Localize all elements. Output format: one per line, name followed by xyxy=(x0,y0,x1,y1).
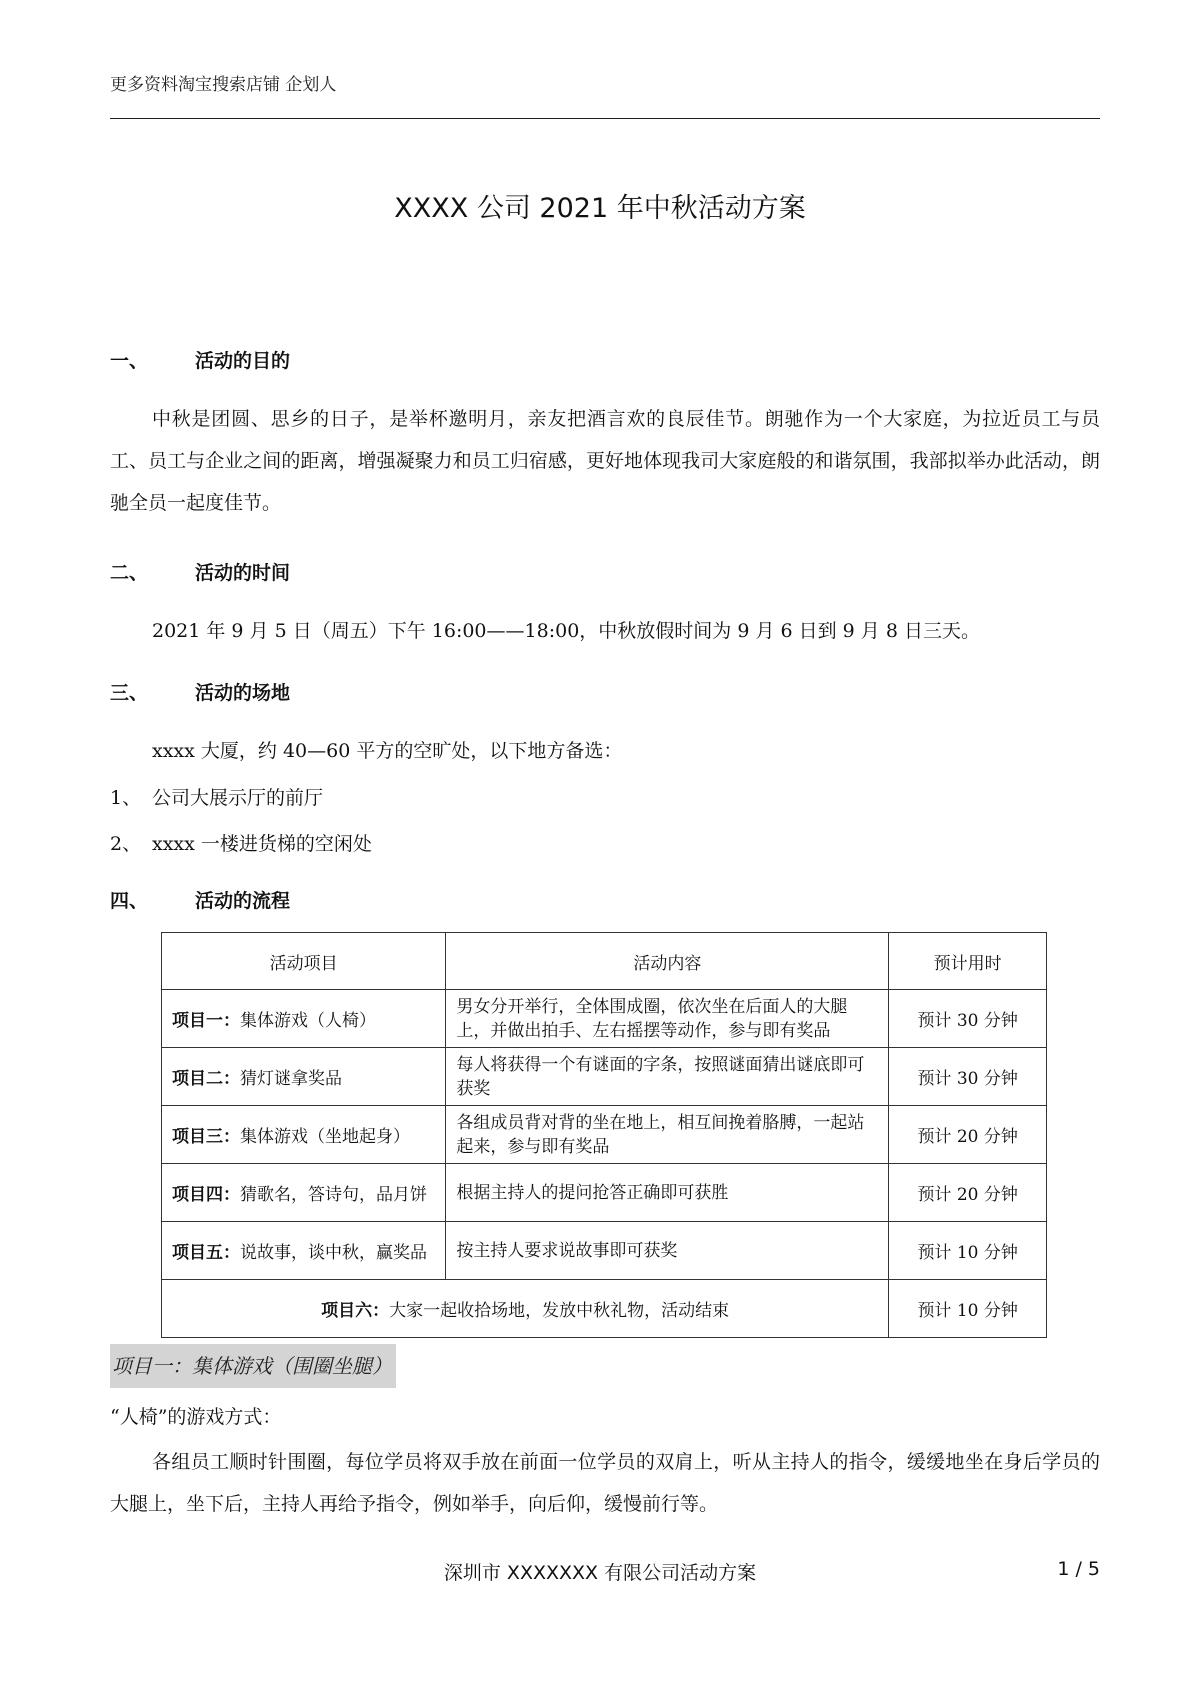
activity-name-cell: 项目一：集体游戏（人椅） xyxy=(162,990,446,1048)
game1-subtitle: “人椅”的游戏方式： xyxy=(110,1406,282,1428)
activity-flow-table xyxy=(161,932,1047,1338)
table-row xyxy=(162,1048,1047,1106)
game1-heading: 项目一：集体游戏（围圈坐腿） xyxy=(110,1344,396,1388)
section-heading-time xyxy=(110,558,290,585)
section-heading-venue xyxy=(110,678,290,705)
table-row xyxy=(162,1164,1047,1222)
section-number: 一、 xyxy=(110,350,149,372)
activity-time-cell: 预计 10 分钟 xyxy=(889,1280,1047,1338)
activity-name-cell: 项目五：说故事，谈中秋，赢奖品 xyxy=(162,1222,446,1280)
header-note: 更多资料淘宝搜索店铺 企划人 xyxy=(110,75,337,95)
list-number: 2、 xyxy=(110,833,142,855)
column-header: 活动内容 xyxy=(446,933,889,990)
activity-time-cell: 预计 30 分钟 xyxy=(889,1048,1047,1106)
activity-time-cell: 预计 30 分钟 xyxy=(889,990,1047,1048)
column-header: 活动项目 xyxy=(162,933,446,990)
activity-name-cell: 项目六：大家一起收拾场地，发放中秋礼物，活动结束 xyxy=(162,1280,889,1338)
section-title: 活动的时间 xyxy=(195,562,291,584)
activity-name-cell: 项目三：集体游戏（坐地起身） xyxy=(162,1106,446,1164)
section-title: 活动的目的 xyxy=(195,350,291,372)
list-text: xxxx 一楼进货梯的空闲处 xyxy=(152,833,372,855)
section-title: 活动的场地 xyxy=(195,682,291,704)
time-paragraph: 2021 年 9 月 5 日（周五）下午 16:00——18:00，中秋放假时间为 9 月 6 日到 9 月 8 日三天。 xyxy=(152,620,980,642)
venue-option xyxy=(110,783,323,810)
table-row xyxy=(162,1222,1047,1280)
activity-content-cell: 男女分开举行，全体围成圈，依次坐在后面人的大腿上，并做出拍手、左右摇摆等动作，参与即有奖品 xyxy=(446,990,889,1048)
activity-name-cell: 项目二：猜灯谜拿奖品 xyxy=(162,1048,446,1106)
column-header: 预计用时 xyxy=(889,933,1047,990)
activity-content-cell: 各组成员背对背的坐在地上，相互间挽着胳膊，一起站起来，参与即有奖品 xyxy=(446,1106,889,1164)
activity-content-cell: 每人将获得一个有谜面的字条，按照谜面猜出谜底即可获奖 xyxy=(446,1048,889,1106)
activity-time-cell: 预计 10 分钟 xyxy=(889,1222,1047,1280)
footer-company: 深圳市 XXXXXXX 有限公司活动方案 xyxy=(443,1562,757,1584)
section-heading-purpose xyxy=(110,346,290,373)
game1-paragraph: 各组员工顺时针围圈，每位学员将双手放在前面一位学员的双肩上，听从主持人的指令，缓缓地坐在身后学员的大腿上，坐下后，主持人再给予指令，例如举手，向后仰，缓慢前行等。 xyxy=(110,1451,1100,1515)
section-number: 三、 xyxy=(110,682,149,704)
section-heading-flow xyxy=(110,886,290,913)
page-number: 1 / 5 xyxy=(1057,1558,1100,1580)
venue-option xyxy=(110,829,372,856)
header-divider xyxy=(110,118,1100,119)
section-number: 四、 xyxy=(110,890,149,912)
list-text: 公司大展示厅的前厅 xyxy=(152,787,324,809)
purpose-paragraph: 中秋是团圆、思乡的日子，是举杯邀明月，亲友把酒言欢的良辰佳节。朗驰作为一个大家庭，为拉近员工与员工、员工与企业之间的距离，增强凝聚力和员工归宿感，更好地体现我司大家庭般的和谐氛围，我部拟举办此活动，朗驰全员一起度佳节。 xyxy=(110,408,1100,514)
list-number: 1、 xyxy=(110,787,142,809)
section-title: 活动的流程 xyxy=(195,890,291,912)
table-header-row xyxy=(162,933,1047,990)
activity-content-cell: 按主持人要求说故事即可获奖 xyxy=(446,1222,889,1280)
activity-name-cell: 项目四：猜歌名，答诗句，品月饼 xyxy=(162,1164,446,1222)
activity-time-cell: 预计 20 分钟 xyxy=(889,1106,1047,1164)
table-row xyxy=(162,1280,1047,1338)
section-number: 二、 xyxy=(110,562,149,584)
activity-content-cell: 根据主持人的提问抢答正确即可获胜 xyxy=(446,1164,889,1222)
table-row xyxy=(162,990,1047,1048)
activity-time-cell: 预计 20 分钟 xyxy=(889,1164,1047,1222)
table-row xyxy=(162,1106,1047,1164)
venue-intro: xxxx 大厦，约 40—60 平方的空旷处，以下地方备选： xyxy=(152,740,623,762)
document-title: XXXX 公司 2021 年中秋活动方案 xyxy=(394,193,806,224)
